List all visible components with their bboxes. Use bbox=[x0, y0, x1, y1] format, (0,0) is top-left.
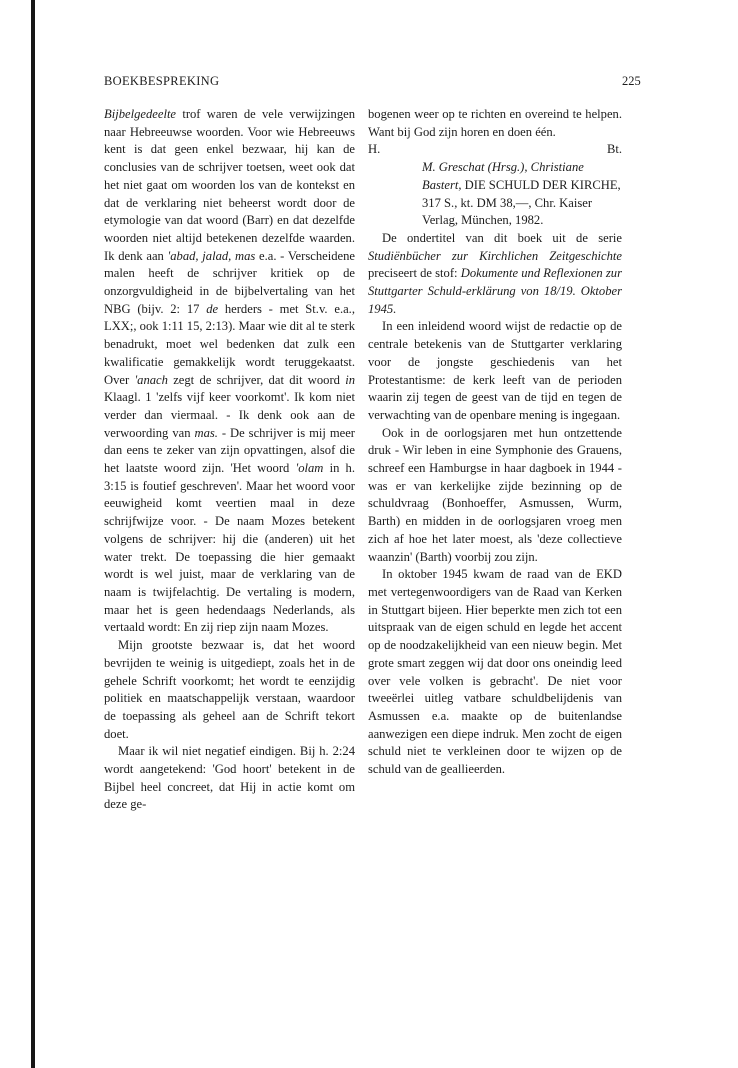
section-title: BOEKBESPREKING bbox=[104, 74, 220, 88]
text-run: DIE SCHULD DER KIRCHE, 317 S., kt. DM 38,—, Chr. Kaiser Verlag, München, 1982. bbox=[422, 177, 621, 228]
text-run: Studiënbücher zur Kirchlichen Zeitgeschichte bbox=[368, 248, 622, 263]
text-run: - De schrijver is mij meer dan eens te zeker van zijn opvattingen, alsof die het laatste woord zijn. 'Het woord bbox=[104, 425, 355, 476]
text-run: herders - met St.v. e.a., LXX;, ook 1:11 15, 2:13). Maar wie dit al te sterk benadrukt, moet wel bedenken dat zulk een kwalificatie gemakkelijk wordt teruggekaatst. Over bbox=[104, 301, 356, 387]
paragraph: bogenen weer op te richten en overeind te helpen. Want bij God zijn horen en doen één. bbox=[368, 107, 622, 139]
paragraph bbox=[368, 230, 622, 319]
paragraph: In oktober 1945 kwam de raad van de EKD met vertegenwoordigers van de Raad van Kerken in Stuttgart bijeen. Hier beperkte men zich tot een uitspraak van de eigen schuld en legde het accent op de noodzakelijkheid van een nieuw begin. Met grote smart zeggen wij dat door ons oneindig leed over vele volken is gebracht'. De niet voor tweeërlei uitleg vatbare schuldbelijdenis van Asmussen e.a. maakte op de buitenlandse aanwezigen een diepe indruk. Men zocht de eigen schuld niet te verkleinen door te wijzen op de schuld van de geallieerden. bbox=[368, 567, 622, 777]
text-run: 'olam bbox=[295, 461, 324, 476]
text-run: de bbox=[206, 301, 219, 316]
text-run: mas. bbox=[194, 425, 218, 440]
text-run: in h. 3:15 is foutief geschreven'. Maar het woord voor eeuwigheid komt veertien maal in deze schrijfwijze voor. - De naam Mozes betekent volgens de schrijver: hij die (anderen) uit het water trekt. De toepassing die hier gemaakt wordt is wel juist, maar de verklaring van de naam is twijfelachtig. De vertaling is modern, maar het is geen hedendaags Nederlands, als vertaald wordt: En zij riep zijn naam Mozes. bbox=[104, 461, 355, 635]
left-column bbox=[104, 106, 355, 814]
text-run: De ondertitel van dit boek uit de serie bbox=[382, 230, 622, 245]
text-run: in bbox=[345, 372, 356, 387]
text-run: preciseert de stof: bbox=[368, 266, 461, 281]
text-run: 'abad, jalad, mas bbox=[167, 248, 256, 263]
text-run: 'anach bbox=[134, 372, 168, 387]
signature-line bbox=[368, 141, 622, 159]
paragraph: In een inleidend woord wijst de redactie op de centrale betekenis van de Stuttgarter verklaring voor de jongste geschiedenis van het Protestantisme: de kerk leeft van de perioden waarin zij tegen de geest van de tijd en tegen de verwachting van de openbare mening is ingegaan. bbox=[368, 319, 622, 422]
text-run: Klaagl. 1 'zelfs vijf keer voorkomt'. Ik kom niet verder dan viermaal. - Ik denk ook aan de verwoording van bbox=[104, 390, 355, 440]
page-number: 225 bbox=[622, 74, 641, 88]
text-run: e.a. - Verscheidene malen heeft de schrijver kritiek op de onzorgvuldigheid in de bijbelvertaling van het NBG (bijv. 2: 17 bbox=[104, 248, 355, 316]
scan-edge bbox=[31, 0, 35, 1068]
paragraph: Mijn grootste bezwaar is, dat het woord bevrijden te weinig is uitgediept, zoals het in de gehele Schrift voorkomt; het wordt te eenzijdig politiek en maatschappelijk verstaan, waardoor de toepassing als geheel aan de Schrift tekort doet. bbox=[104, 638, 355, 741]
right-column bbox=[368, 106, 622, 779]
book-reference bbox=[422, 159, 622, 230]
paragraph: Maar ik wil niet negatief eindigen. Bij h. 2:24 wordt aangetekend: 'God hoort' betekent in de Bijbel heel concreet, dat Hij in actie komt om deze ge- bbox=[104, 744, 355, 812]
signature-initial: H. bbox=[368, 142, 381, 157]
text-run: Bijbelgedeelte bbox=[104, 107, 177, 121]
paragraph bbox=[104, 106, 355, 637]
paragraph: Ook in de oorlogsjaren met hun ontzettende druk - Wir leben in eine Symphonie des Grauens, schreef een Hamburgse in haar dagboek in 1944 - was er van kerkelijke zijde bezinning op de schuldvraag (Bonhoeffer, Asmussen, Wurm, Barth) en midden in de oorlogsjaren vroeg men zich af hoe het later moest, als 'deze collectieve waanzin' (Barth) voorbij zou zijn. bbox=[368, 425, 622, 564]
text-run: M. Greschat (Hrsg.), Christiane Bastert, bbox=[422, 160, 584, 192]
text-run: trof waren de vele verwijzingen naar Hebreeuwse woorden. Voor wie Hebreeuws kent is dat geen enkel bezwaar, hij kan de conclusies van de schrijver toetsen, weet ook dat het niet gaat om woorden los van de kontekst en dat de verklaring niet beheerst wordt door de etymologie van dat woord (Barr) en dat dezelfde woorden niet altijd betekenen dezelfde waarden. Ik denk aan bbox=[104, 107, 355, 263]
reviewer-initials: Bt. bbox=[606, 142, 622, 157]
text-run: Dokumente und Reflexionen zur Stuttgarter Schuld-erklärung von 18/19. Oktober 1945. bbox=[368, 266, 622, 316]
text-run: zegt de schrijver, dat dit woord bbox=[167, 372, 346, 387]
